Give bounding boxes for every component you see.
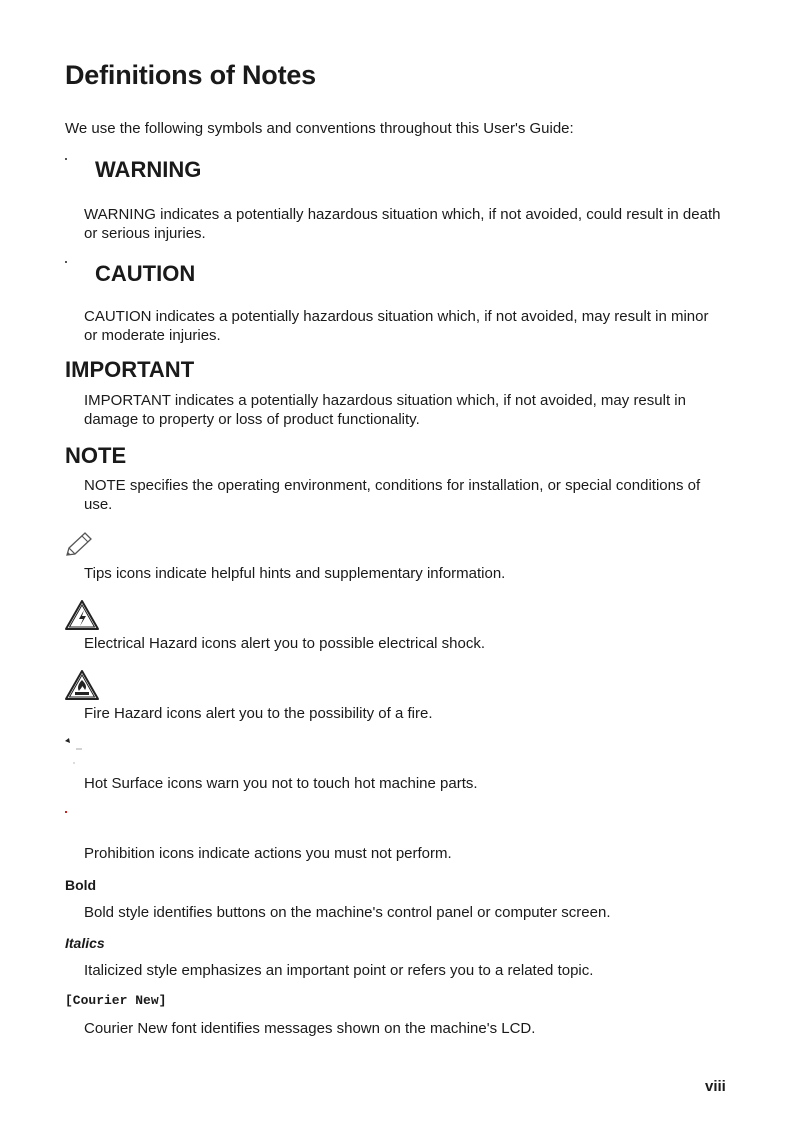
page-number: viii xyxy=(705,1078,726,1095)
fire-hazard-text: Fire Hazard icons alert you to the possibility of a fire. xyxy=(84,705,433,722)
important-heading: IMPORTANT xyxy=(65,357,195,382)
italics-label: Italics xyxy=(65,935,105,951)
warning-icon xyxy=(65,158,67,160)
caution-heading: CAUTION xyxy=(95,261,196,286)
caution-icon xyxy=(65,261,67,263)
tips-text: Tips icons indicate helpful hints and supplementary information. xyxy=(84,565,506,582)
warning-text: WARNING indicates a potentially hazardous situation which, if not avoided, could result in death or serious injuries. xyxy=(84,206,721,242)
important-text: IMPORTANT indicates a potentially hazardous situation which, if not avoided, may result in damage to property or loss of product functionality. xyxy=(84,392,686,428)
electrical-hazard-icon xyxy=(64,599,100,631)
courier-label: [Courier New] xyxy=(65,993,167,1008)
page-title: Definitions of Notes xyxy=(65,60,316,90)
caution-text: CAUTION indicates a potentially hazardous situation which, if not avoided, may result in minor or moderate injuries. xyxy=(84,308,709,344)
fire-hazard-icon xyxy=(64,669,100,701)
prohibition-icon xyxy=(65,811,67,813)
prohibition-text: Prohibition icons indicate actions you must not perform. xyxy=(84,845,452,862)
hot-surface-text: Hot Surface icons warn you not to touch hot machine parts. xyxy=(84,775,478,792)
courier-text: Courier New font identifies messages shown on the machine's LCD. xyxy=(84,1020,536,1037)
electrical-hazard-text: Electrical Hazard icons alert you to possible electrical shock. xyxy=(84,635,486,652)
hot-surface-icon xyxy=(64,737,88,767)
bold-text: Bold style identifies buttons on the machine's control panel or computer screen. xyxy=(84,904,611,921)
italics-text: Italicized style emphasizes an important point or refers you to a related topic. xyxy=(84,962,594,979)
warning-heading: WARNING xyxy=(95,157,202,182)
intro-text: We use the following symbols and conventions throughout this User's Guide: xyxy=(65,120,574,137)
bold-label: Bold xyxy=(65,877,97,893)
note-text: NOTE specifies the operating environment, conditions for installation, or special conditions of use. xyxy=(84,477,701,513)
note-heading: NOTE xyxy=(65,443,127,468)
pencil-icon xyxy=(64,530,94,558)
